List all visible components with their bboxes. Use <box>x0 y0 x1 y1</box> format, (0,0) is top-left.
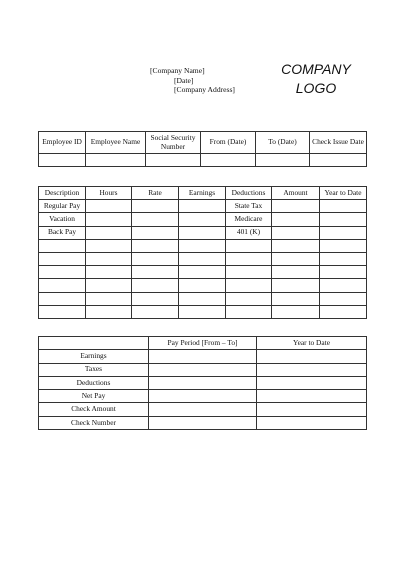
deduction-cell[interactable] <box>226 239 272 252</box>
col-ssn: Social Security Number <box>146 132 201 154</box>
deduction-cell[interactable] <box>226 305 272 318</box>
pay-value-cell[interactable] <box>132 226 179 239</box>
summary-row-label: Check Number <box>39 416 149 429</box>
employee-info-table <box>38 131 367 167</box>
header-date: [Date] <box>174 75 194 85</box>
company-header <box>150 66 235 95</box>
pay-period-cell[interactable] <box>149 376 257 389</box>
pay-period-cell[interactable] <box>149 403 257 416</box>
pay-value-cell[interactable] <box>320 213 367 226</box>
pay-period-cell[interactable] <box>149 363 257 376</box>
pay-value-cell[interactable] <box>179 213 226 226</box>
employee-header-row <box>39 132 367 154</box>
col-amount: Amount <box>272 187 320 200</box>
deduction-cell[interactable] <box>226 279 272 292</box>
summary-row <box>39 363 367 376</box>
pay-value-cell[interactable] <box>320 279 367 292</box>
col-hours: Hours <box>86 187 132 200</box>
description-cell[interactable] <box>39 279 86 292</box>
pay-value-cell[interactable] <box>320 200 367 213</box>
pay-row <box>39 279 367 292</box>
pay-value-cell[interactable] <box>272 252 320 265</box>
summary-row <box>39 376 367 389</box>
pay-value-cell[interactable] <box>132 239 179 252</box>
summary-row <box>39 416 367 429</box>
pay-header-row <box>39 187 367 200</box>
company-name: [Company Name] <box>150 66 205 75</box>
deduction-cell[interactable] <box>226 292 272 305</box>
pay-row <box>39 292 367 305</box>
description-cell[interactable] <box>39 239 86 252</box>
pay-value-cell[interactable] <box>86 279 132 292</box>
pay-value-cell[interactable] <box>320 266 367 279</box>
year-to-date-cell[interactable] <box>257 403 367 416</box>
pay-value-cell[interactable] <box>179 279 226 292</box>
ssn-cell[interactable] <box>146 154 201 167</box>
employee-data-row <box>39 154 367 167</box>
col-employee-name: Employee Name <box>86 132 146 154</box>
summary-col-pay-period: Pay Period [From – To] <box>149 337 257 350</box>
pay-value-cell[interactable] <box>132 266 179 279</box>
pay-row <box>39 266 367 279</box>
pay-period-cell[interactable] <box>149 350 257 363</box>
pay-value-cell[interactable] <box>272 279 320 292</box>
pay-summary-table <box>38 336 367 430</box>
employee-name-cell[interactable] <box>86 154 146 167</box>
summary-col-year-to-date: Year to Date <box>257 337 367 350</box>
pay-value-cell[interactable] <box>132 305 179 318</box>
pay-period-cell[interactable] <box>149 390 257 403</box>
pay-value-cell[interactable] <box>132 292 179 305</box>
pay-rows <box>39 200 367 319</box>
pay-value-cell[interactable] <box>86 252 132 265</box>
year-to-date-cell[interactable] <box>257 390 367 403</box>
pay-row <box>39 200 367 213</box>
pay-row <box>39 226 367 239</box>
summary-row <box>39 350 367 363</box>
summary-header-row <box>39 337 367 350</box>
pay-value-cell[interactable] <box>179 252 226 265</box>
deduction-cell[interactable] <box>226 252 272 265</box>
col-from-date: From (Date) <box>201 132 256 154</box>
col-description: Description <box>39 187 86 200</box>
company-address: [Company Address] <box>174 85 235 95</box>
pay-value-cell[interactable] <box>179 200 226 213</box>
col-year-to-date: Year to Date <box>320 187 367 200</box>
col-earnings: Earnings <box>179 187 226 200</box>
logo-line-2: LOGO <box>295 80 337 96</box>
summary-row-label: Check Amount <box>39 403 149 416</box>
pay-value-cell[interactable] <box>86 305 132 318</box>
pay-value-cell[interactable] <box>132 252 179 265</box>
pay-value-cell[interactable] <box>86 226 132 239</box>
deduction-cell[interactable]: Medicare <box>226 213 272 226</box>
col-check-issue-date: Check Issue Date <box>310 132 367 154</box>
pay-value-cell[interactable] <box>272 305 320 318</box>
summary-row <box>39 403 367 416</box>
year-to-date-cell[interactable] <box>257 363 367 376</box>
pay-value-cell[interactable] <box>86 200 132 213</box>
pay-value-cell[interactable] <box>132 279 179 292</box>
year-to-date-cell[interactable] <box>257 350 367 363</box>
summary-row-label: Taxes <box>39 363 149 376</box>
pay-value-cell[interactable] <box>179 226 226 239</box>
pay-value-cell[interactable] <box>272 239 320 252</box>
pay-value-cell[interactable] <box>272 213 320 226</box>
pay-value-cell[interactable] <box>86 266 132 279</box>
col-deductions: Deductions <box>226 187 272 200</box>
deduction-cell[interactable]: 401 (K) <box>226 226 272 239</box>
deduction-cell[interactable]: State Tax <box>226 200 272 213</box>
summary-row-label: Earnings <box>39 350 149 363</box>
description-cell[interactable]: Back Pay <box>39 226 86 239</box>
col-rate: Rate <box>132 187 179 200</box>
pay-value-cell[interactable] <box>320 239 367 252</box>
pay-value-cell[interactable] <box>179 266 226 279</box>
description-cell[interactable]: Vacation <box>39 213 86 226</box>
description-cell[interactable] <box>39 305 86 318</box>
description-cell[interactable] <box>39 266 86 279</box>
description-cell[interactable] <box>39 292 86 305</box>
pay-value-cell[interactable] <box>272 200 320 213</box>
pay-period-cell[interactable] <box>149 416 257 429</box>
col-employee-id: Employee ID <box>39 132 86 154</box>
logo-line-1: COMPANY <box>281 61 351 77</box>
summary-row-label: Net Pay <box>39 390 149 403</box>
pay-value-cell[interactable] <box>320 292 367 305</box>
pay-value-cell[interactable] <box>320 305 367 318</box>
pay-value-cell[interactable] <box>272 226 320 239</box>
pay-details-table <box>38 186 367 319</box>
description-cell[interactable] <box>39 252 86 265</box>
pay-value-cell[interactable] <box>272 292 320 305</box>
pay-value-cell[interactable] <box>179 239 226 252</box>
pay-value-cell[interactable] <box>86 239 132 252</box>
pay-value-cell[interactable] <box>132 213 179 226</box>
pay-value-cell[interactable] <box>320 226 367 239</box>
pay-value-cell[interactable] <box>179 292 226 305</box>
description-cell[interactable]: Regular Pay <box>39 200 86 213</box>
col-to-date: To (Date) <box>256 132 310 154</box>
pay-value-cell[interactable] <box>272 266 320 279</box>
summary-rows <box>39 350 367 430</box>
summary-row-label: Deductions <box>39 376 149 389</box>
summary-row <box>39 390 367 403</box>
pay-row <box>39 252 367 265</box>
pay-value-cell[interactable] <box>179 305 226 318</box>
to-date-cell[interactable] <box>256 154 310 167</box>
pay-row <box>39 213 367 226</box>
summary-col-label <box>39 337 149 350</box>
employee-id-cell[interactable] <box>39 154 86 167</box>
pay-value-cell[interactable] <box>132 200 179 213</box>
year-to-date-cell[interactable] <box>257 416 367 429</box>
pay-row <box>39 239 367 252</box>
pay-value-cell[interactable] <box>86 213 132 226</box>
deduction-cell[interactable] <box>226 266 272 279</box>
check-issue-date-cell[interactable] <box>310 154 367 167</box>
company-logo <box>276 60 356 98</box>
pay-value-cell[interactable] <box>320 252 367 265</box>
pay-value-cell[interactable] <box>86 292 132 305</box>
year-to-date-cell[interactable] <box>257 376 367 389</box>
pay-row <box>39 305 367 318</box>
from-date-cell[interactable] <box>201 154 256 167</box>
